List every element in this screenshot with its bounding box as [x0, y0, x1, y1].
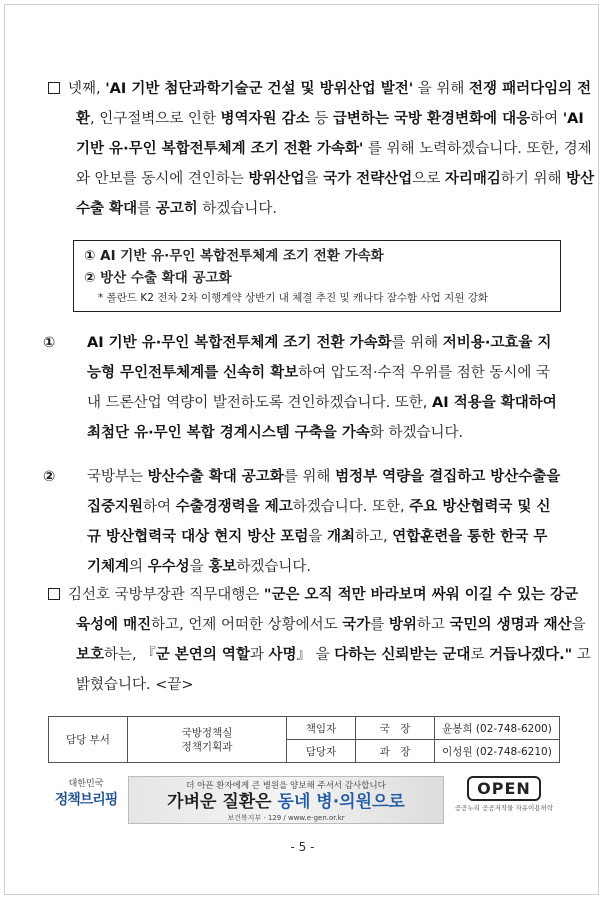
dept-name-line2: 정책기획과 [181, 740, 233, 753]
text: 을 위해 [413, 81, 470, 97]
text-bold: 우수성 [147, 559, 190, 575]
text: 으로 [412, 171, 445, 187]
text: 하고 [416, 617, 450, 633]
text-bold: 국가 [342, 617, 371, 633]
text: 을 [308, 529, 327, 545]
text: 를 위해 노력하겠습니다. 또한, 경제와 안보를 동시에 견인하는 [76, 141, 592, 187]
text-bold: 공고히 [155, 201, 198, 217]
text: 을 [189, 559, 209, 575]
text: 하고, [354, 529, 393, 545]
text: 를 [370, 617, 389, 633]
text: 하겠습니다. [236, 559, 311, 575]
item-number: ② [43, 469, 56, 485]
text-bold: 'AI 기반 유·무인 복합전투체계 조기 전환 가속화' [76, 111, 584, 157]
text: 을 [571, 617, 586, 633]
text-bold: 급변하는 국방 환경변화에 대응 [332, 111, 531, 127]
square-bullet-icon [48, 82, 60, 94]
dept-name-line1: 국방정책실 [181, 726, 233, 739]
paragraph-quote [48, 580, 596, 700]
text-bold: 전쟁 패러다임의 전환 [76, 81, 592, 127]
text-bold: 범정부 역량을 결집하고 방산수출을 집중지원 [87, 469, 561, 515]
summary-item-1: ① AI 기반 유·무인 복합전투체계 조기 전환 가속화 [84, 248, 384, 264]
ad-main-text [129, 791, 443, 813]
text-bold: 방위산업 [248, 171, 305, 187]
summary-note: * 폴란드 K2 전차 2차 이행계약 상반기 내 체결 추진 및 캐나다 잠수함 사업 지원 강화 [98, 292, 488, 304]
text: 하여 [143, 499, 176, 515]
summary-box [73, 240, 561, 312]
text-bold: 다하는 신뢰받는 군대 [334, 647, 471, 663]
text: 』 을 [296, 647, 335, 663]
ad-sub-text: 보건복지부 · 129 / www.e-gen.or.kr [227, 814, 345, 822]
policy-briefing-logo [50, 776, 122, 824]
position-cell: 국 장 [356, 717, 435, 740]
text-bold: 연합훈련을 통한 한국 무기체계 [87, 529, 548, 575]
text-bold: "군은 오직 적만 바라보며 싸워 이길 수 있는 강군 육성에 매진 [76, 587, 578, 633]
text-bold: 개최 [326, 529, 355, 545]
person-cell: 이성원 (02-748-6210) [435, 740, 560, 763]
square-bullet-icon [48, 588, 60, 600]
item-number: ① [43, 335, 56, 351]
text-bold: 방산수출 확대 공고화 [147, 469, 284, 485]
ad-main-a: 가벼운 질환은 [167, 792, 278, 812]
text-bold: 수출경쟁력을 제고 [175, 499, 293, 515]
ad-top-text: 더 아픈 환자에게 큰 병원을 양보해 주셔서 감사합니다 [186, 781, 386, 791]
text: 하여 [530, 111, 563, 127]
text-bold: AI 적용을 확대하여 최첨단 유·무인 복합 경계시스템 구축을 가속 [87, 395, 557, 441]
text: 등 [309, 111, 333, 127]
text: 김선호 국방부장관 직무대행은 [68, 587, 264, 603]
ad-main-b: 동네 병·의원으로 [277, 792, 405, 812]
position-cell: 과 장 [356, 740, 435, 763]
text-bold: 'AI 기반 첨단과학기술군 건설 및 방위산업 발전' [105, 81, 414, 97]
public-ad-banner [128, 776, 444, 824]
role-cell: 담당자 [287, 740, 356, 763]
text: 과 [249, 647, 269, 663]
text-bold: 홍보 [208, 559, 237, 575]
open-badge-icon: OPEN [467, 776, 541, 801]
text-bold: 보호 [76, 647, 105, 663]
text-bold: 사명 [268, 647, 297, 663]
text-bold: 방산 수출 확대 [76, 171, 595, 217]
dept-label: 담당 부서 [49, 717, 128, 763]
text: 하겠습니다. 또한, [292, 499, 410, 515]
text: , 인구절벽으로 인한 [90, 111, 221, 127]
text: 화 하겠습니다. [369, 425, 464, 441]
text: 를 위해 [391, 335, 443, 351]
text: 로 [470, 647, 490, 663]
text: 국방부는 [87, 469, 148, 485]
text-bold: 방위 [388, 617, 417, 633]
kogl-open-license [452, 776, 556, 824]
text: 하기 위해 [500, 171, 567, 187]
page-number: - 5 - [290, 840, 315, 854]
text: 를 [137, 201, 156, 217]
dept-name [128, 717, 287, 763]
text-bold: 국가 전략산업 [323, 171, 413, 187]
text-bold: 병역자원 감소 [220, 111, 310, 127]
text-bold: 군 본연의 역할 [155, 647, 250, 663]
open-caption: 공공누리 공공저작물 자유이용허락 [454, 804, 554, 812]
paragraph-fourth [48, 74, 596, 224]
text: 하고, 언제 어떠한 상황에서도 [151, 617, 343, 633]
text-bold: 거듭나겠다." [489, 647, 573, 663]
contact-table [48, 716, 560, 763]
text-bold: 자리매김 [444, 171, 501, 187]
text: 고 밝혔습니다. <끝> [76, 647, 591, 693]
role-cell: 책임자 [287, 717, 356, 740]
summary-item-2: ② 방산 수출 확대 공고화 [84, 270, 232, 286]
text-bold: AI 기반 유·무인 복합전투체계 조기 전환 가속화 [87, 335, 392, 351]
detail-item-1 [43, 328, 561, 448]
person-cell: 윤봉희 (02-748-6200) [435, 717, 560, 740]
logo-caption: 대한민국 [68, 779, 104, 789]
text-bold: 저비용·고효율 지능형 무인전투체계를 신속히 확보 [87, 335, 552, 381]
text: 을 [304, 171, 324, 187]
detail-item-2 [43, 462, 561, 582]
text: 하여 압도적·수적 우위를 점한 동시에 국내 드론산업 역량이 발전하도록 견인하겠습니다. 또한, [87, 365, 551, 411]
text-bold: 국민의 생명과 재산 [449, 617, 572, 633]
text: 넷째, [68, 81, 106, 97]
logo-text: 정책브리핑 [54, 792, 118, 808]
text: 를 위해 [283, 469, 336, 485]
text: 하는, 『 [104, 647, 156, 663]
text-bold: 주요 방산협력국 및 신규 방산협력국 대상 현지 방산 포럼 [87, 499, 551, 545]
text: 의 [129, 559, 148, 575]
text: 하겠습니다. [197, 201, 277, 217]
